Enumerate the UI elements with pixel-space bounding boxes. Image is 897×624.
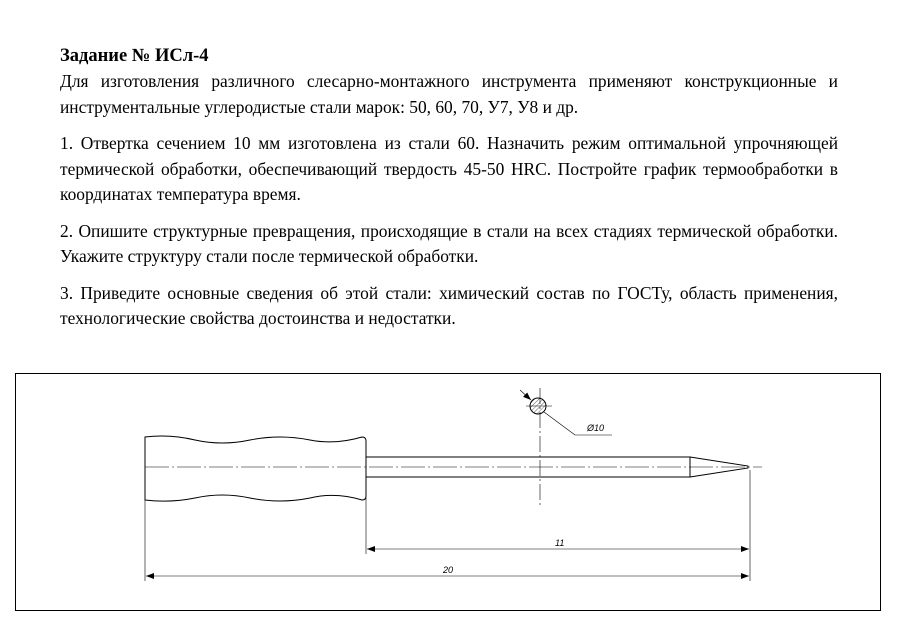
task-title: Задание № ИСл-4 [60,46,209,66]
handle [145,436,366,501]
diameter-leader [520,390,531,400]
task-2: 2. Опишите структурные превращения, происходящие в стали на всех стадиях термической обработки. Укажите структуру стали после термической обработки. [60,220,838,266]
task-3: 3. Приведите основные сведения об этой стали: химический состав по ГОСТу, область применения, технологические свойства достоинства и недостатки. [60,282,838,328]
task-1: 1. Отвертка сечением 10 мм изготовлена из стали 60. Назначить режим оптимальной упрочняющей термической обработки, обеспечивающий твердость 45-50 HRC. Постройте график термообработки в координатах температура время. [60,133,838,204]
dimension-total-label: 20 [443,565,454,575]
section-circle [530,398,546,414]
intro-paragraph: Для изготовления различного слесарно-монтажного инструмента применяют конструкционные и инструментальные углеродистые стали марок: 50, 60, 70, У7, У8 и др. [60,71,838,117]
dimension-shaft-label: 11 [555,538,565,548]
diameter-label: Ø10 [587,423,605,433]
